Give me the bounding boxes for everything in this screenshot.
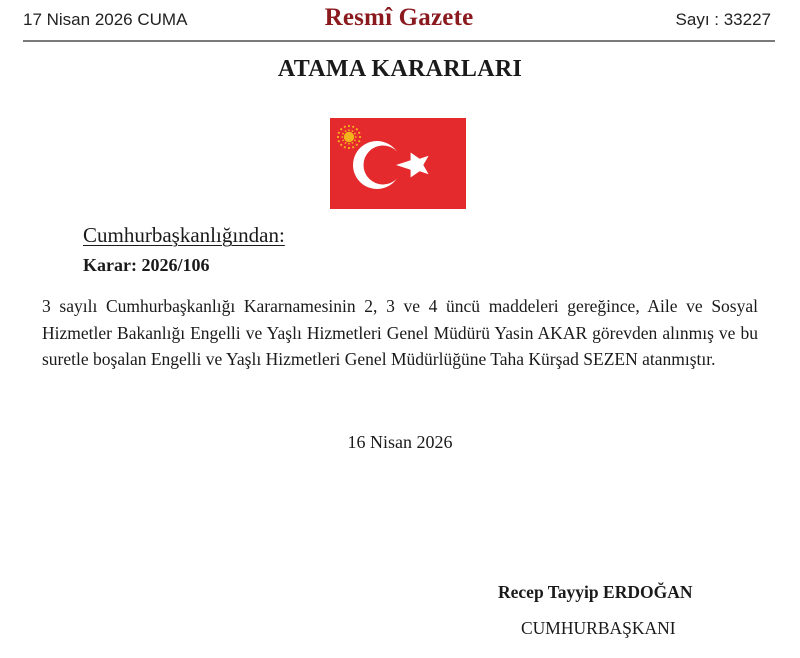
signatory-title: CUMHURBAŞKANI bbox=[521, 618, 676, 638]
decision-number: Karar: 2026/106 bbox=[83, 255, 210, 275]
decision-date: 16 Nisan 2026 bbox=[347, 432, 453, 452]
issue-number: Sayı : 33227 bbox=[675, 10, 771, 29]
signatory-name: Recep Tayyip ERDOĞAN bbox=[498, 582, 693, 602]
turkish-presidential-flag-icon bbox=[330, 118, 466, 209]
decision-body: 3 sayılı Cumhurbaşkanlığı Kararnamesinin 2, 3 ve 4 üncü maddeleri gereğince, Aile ve Sosyal Hizmetler Bakanlığı Engelli ve Yaşlı Hizmetleri Genel Müdürü Yasin AKAR görevden alınmış ve bu suretle boşalan Engelli ve Yaşlı Hizmetleri Genel Müdürlüğüne Taha Kürşad SEZEN atanmıştır. bbox=[42, 296, 758, 369]
publication-title: Resmî Gazete bbox=[324, 4, 474, 31]
issuing-authority: Cumhurbaşkanlığından: bbox=[83, 223, 285, 247]
document-title: ATAMA KARARLARI bbox=[277, 56, 523, 82]
gazette-header bbox=[23, 0, 775, 42]
publication-date: 17 Nisan 2026 CUMA bbox=[23, 10, 188, 29]
